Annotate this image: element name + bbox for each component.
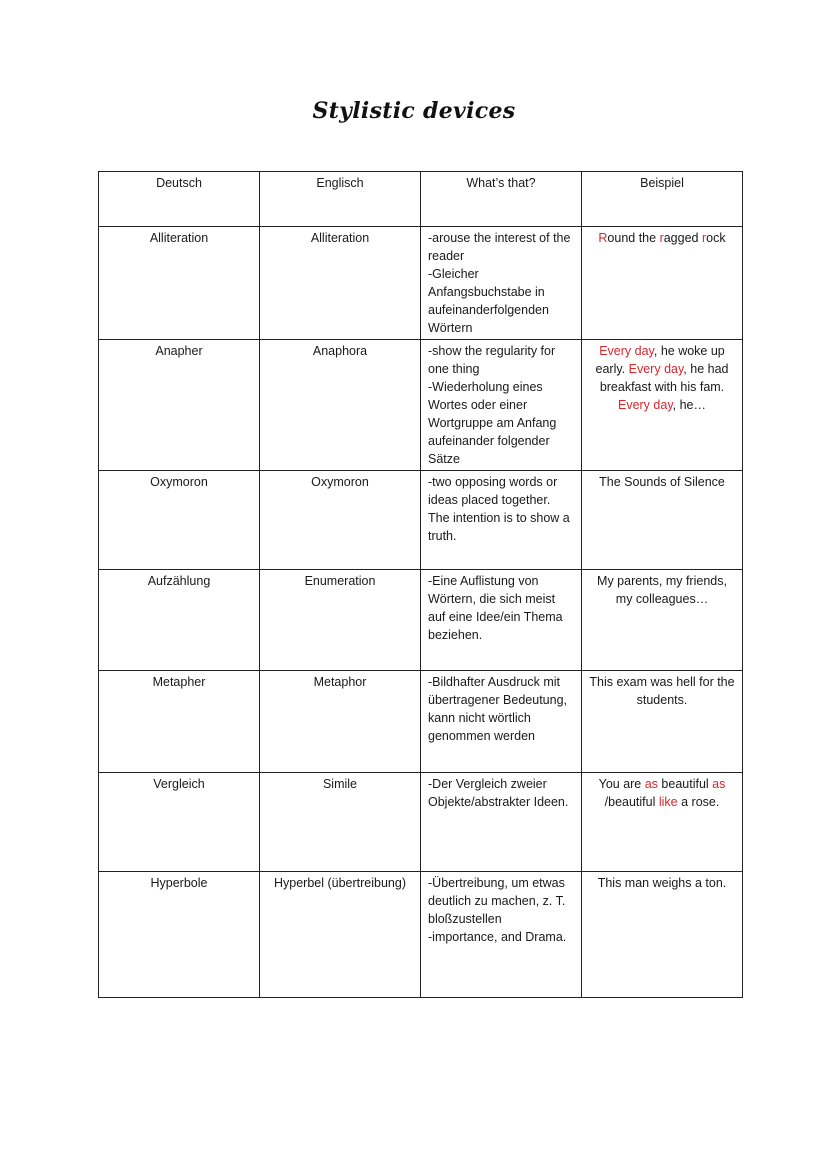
page-title: Stylistic devices <box>312 98 516 124</box>
cell-englisch: Enumeration <box>260 570 421 671</box>
table-row <box>99 340 743 471</box>
example-text: a rose. <box>677 795 720 809</box>
cell-englisch: Hyperbel (übertreibung) <box>260 872 421 998</box>
cell-whats-that <box>421 471 582 570</box>
header-whats-that: What’s that? <box>421 172 582 227</box>
highlighted-example-text: R <box>598 231 608 245</box>
whats-that-line: -Wiederholung eines Wortes oder einer Wortgruppe am Anfang aufeinander folgender Sätze <box>428 380 557 466</box>
example-text: You are <box>598 777 645 791</box>
highlighted-example-text: Every day <box>617 398 673 412</box>
cell-whats-that <box>421 671 582 773</box>
example-text: This man weighs a ton. <box>597 876 727 890</box>
cell-beispiel <box>582 471 743 570</box>
cell-deutsch: Vergleich <box>99 773 260 872</box>
whats-that-line: -arouse the interest of the reader <box>428 231 571 263</box>
cell-whats-that <box>421 570 582 671</box>
example-text: agged <box>663 231 702 245</box>
cell-whats-that <box>421 872 582 998</box>
whats-that-line: -show the regularity for one thing <box>428 344 556 376</box>
whats-that-line: -importance, and Drama. <box>428 930 567 944</box>
cell-deutsch: Aufzählung <box>99 570 260 671</box>
cell-beispiel <box>582 671 743 773</box>
highlighted-example-text: r <box>701 231 707 245</box>
whats-that-line: -Bildhafter Ausdruck mit übertragener Bedeutung, kann nicht wörtlich genommen werden <box>428 675 567 743</box>
cell-whats-that <box>421 227 582 340</box>
whats-that-line: -two opposing words or ideas placed together. The intention is to show a truth. <box>428 475 570 543</box>
cell-whats-that <box>421 340 582 471</box>
cell-beispiel <box>582 227 743 340</box>
example-text: ound the <box>607 231 660 245</box>
example-text: , he had breakfast with his fam. <box>599 362 729 394</box>
cell-deutsch: Metapher <box>99 671 260 773</box>
highlighted-example-text: like <box>658 795 678 809</box>
cell-deutsch: Oxymoron <box>99 471 260 570</box>
whats-that-line: -Übertreibung, um etwas deutlich zu machen, z. T. bloßzustellen <box>428 876 566 926</box>
table-header-row <box>99 172 743 227</box>
example-text: , he woke up early. <box>595 344 725 376</box>
example-text: ock <box>706 231 726 245</box>
table-row <box>99 773 743 872</box>
cell-beispiel <box>582 773 743 872</box>
header-deutsch: Deutsch <box>99 172 260 227</box>
cell-englisch: Metaphor <box>260 671 421 773</box>
cell-englisch: Anaphora <box>260 340 421 471</box>
header-englisch: Englisch <box>260 172 421 227</box>
stylistic-devices-table <box>98 171 743 998</box>
table-row <box>99 471 743 570</box>
cell-beispiel <box>582 872 743 998</box>
cell-deutsch: Anapher <box>99 340 260 471</box>
highlighted-example-text: Every day <box>599 344 654 358</box>
cell-englisch: Oxymoron <box>260 471 421 570</box>
cell-whats-that <box>421 773 582 872</box>
table-row <box>99 227 743 340</box>
cell-deutsch: Hyperbole <box>99 872 260 998</box>
cell-deutsch: Alliteration <box>99 227 260 340</box>
highlighted-example-text: as <box>712 777 726 791</box>
highlighted-example-text: Every day <box>628 362 684 376</box>
example-text: The Sounds of Silence <box>599 475 725 489</box>
example-text: , he… <box>672 398 706 412</box>
cell-englisch: Simile <box>260 773 421 872</box>
whats-that-line: -Gleicher Anfangsbuchstabe in aufeinanderfolgenden Wörtern <box>428 267 549 335</box>
highlighted-example-text: r <box>659 231 664 245</box>
table-row <box>99 872 743 998</box>
table-row <box>99 671 743 773</box>
cell-englisch: Alliteration <box>260 227 421 340</box>
cell-beispiel <box>582 340 743 471</box>
example-text: /beautiful <box>604 795 659 809</box>
example-text: My parents, my friends, my colleagues… <box>597 574 727 606</box>
example-text: This exam was hell for the students. <box>589 675 735 707</box>
cell-beispiel <box>582 570 743 671</box>
table-body <box>99 172 743 998</box>
whats-that-line: -Der Vergleich zweier Objekte/abstrakter Ideen. <box>428 777 569 809</box>
whats-that-line: -Eine Auflistung von Wörtern, die sich meist auf eine Idee/ein Thema beziehen. <box>428 574 563 642</box>
example-text: beautiful <box>657 777 713 791</box>
highlighted-example-text: as <box>644 777 658 791</box>
table-row <box>99 570 743 671</box>
header-beispiel: Beispiel <box>582 172 743 227</box>
